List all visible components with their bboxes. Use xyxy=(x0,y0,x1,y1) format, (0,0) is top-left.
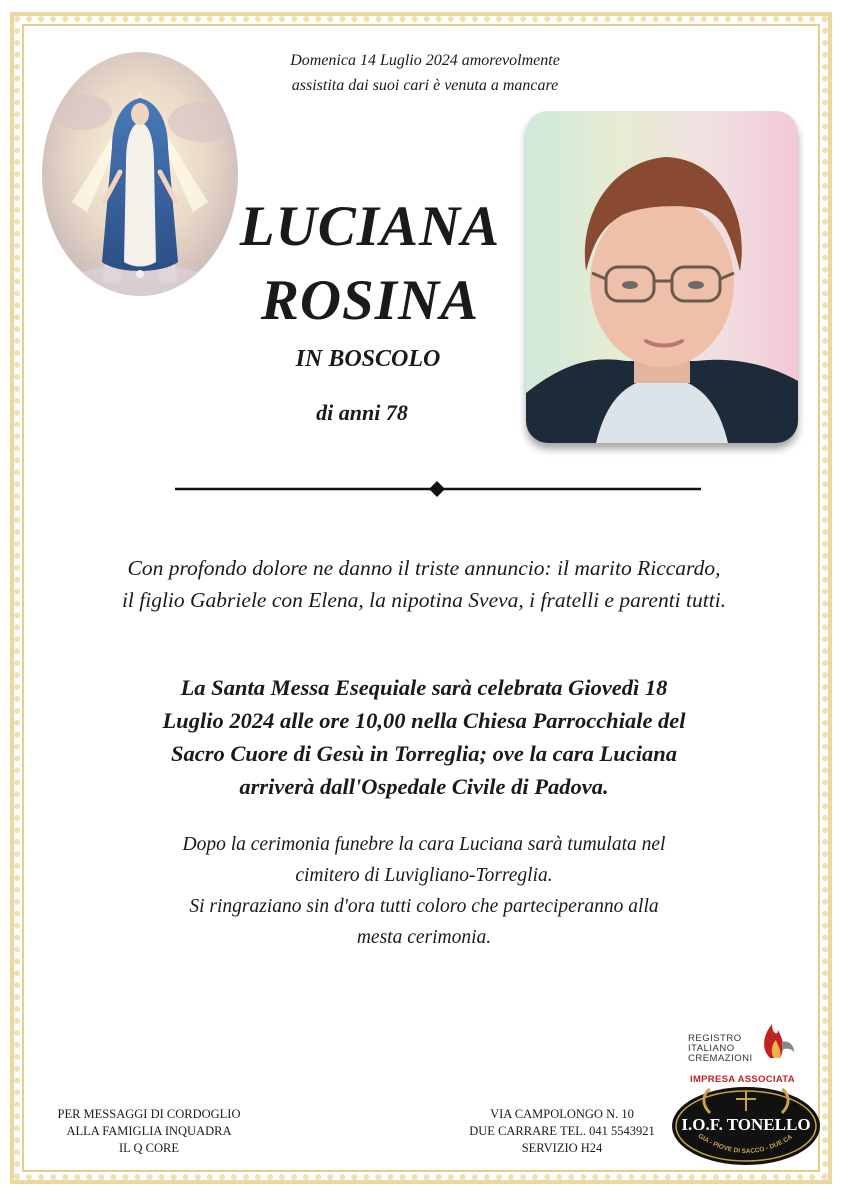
intro-line-2: assistita dai suoi cari è venuta a mancare xyxy=(291,77,559,94)
deceased-portrait-photo xyxy=(526,111,798,443)
mass-line-2: Luglio 2024 alle ore 10,00 nella Chiesa Parrocchiale del xyxy=(162,708,686,733)
mass-line-4: arriverà dall'Ospedale Civile di Padova. xyxy=(239,774,609,799)
announcement-line-2: il figlio Gabriele con Elena, la nipotina Sveva, i fratelli e parenti tutti. xyxy=(121,588,727,612)
burial-line-1: Dopo la cerimonia funebre la cara Luciana sarà tumulata nel xyxy=(182,834,666,855)
married-name: IN BOSCOLO xyxy=(295,346,441,372)
address-line-3: SERVIZIO H24 xyxy=(521,1141,603,1155)
ornamental-divider xyxy=(175,481,701,497)
deceased-full-name xyxy=(230,190,510,338)
condolence-line-2: ALLA FAMIGLIA INQUADRA xyxy=(66,1124,232,1138)
death-notice-intro xyxy=(190,48,660,98)
condolence-line-1: PER MESSAGGI DI CORDOGLIO xyxy=(57,1107,241,1121)
funeral-home-name: I.O.F. TONELLO xyxy=(681,1115,811,1134)
age-label: di anni 78 xyxy=(316,400,408,425)
burial-line-4: mesta cerimonia. xyxy=(356,927,492,948)
madonna-image xyxy=(42,52,238,296)
address-line-2: DUE CARRARE TEL. 041 5543921 xyxy=(469,1124,655,1138)
registry-associated-label: IMPRESA ASSOCIATA xyxy=(690,1074,795,1085)
condolence-line-3: IL Q CORE xyxy=(119,1141,179,1155)
intro-line-1: Domenica 14 Luglio 2024 amorevolmente xyxy=(290,52,560,69)
burial-line-2: cimitero di Luvigliano-Torreglia. xyxy=(295,865,553,886)
mass-line-1: La Santa Messa Esequiale sarà celebrata Giovedì 18 xyxy=(180,675,668,700)
registry-line-2: ITALIANO xyxy=(688,1043,735,1054)
iof-tonello-logo xyxy=(670,1085,822,1167)
burial-and-thanks xyxy=(120,829,728,953)
funeral-home-address xyxy=(446,1106,678,1157)
registro-cremazioni-logo xyxy=(688,1010,800,1085)
last-name: ROSINA xyxy=(260,269,480,332)
flame-icon xyxy=(756,1012,796,1062)
burial-line-3: Si ringraziano sin d'ora tutti coloro che parteciperanno alla xyxy=(189,896,659,917)
mass-line-3: Sacro Cuore di Gesù in Torreglia; ove la cara Luciana xyxy=(170,741,678,766)
funeral-mass-details xyxy=(110,671,738,803)
family-announcement xyxy=(60,552,788,616)
registry-line-3: CREMAZIONI xyxy=(688,1053,753,1064)
registry-line-1: REGISTRO xyxy=(688,1033,742,1044)
funeral-home-locations: GIA - PIOVE DI SACCO - DUE CA xyxy=(696,1132,794,1156)
address-line-1: VIA CAMPOLONGO N. 10 xyxy=(490,1107,634,1121)
announcement-line-1: Con profondo dolore ne danno il triste annuncio: il marito Riccardo, xyxy=(127,556,721,580)
first-name: LUCIANA xyxy=(239,195,501,258)
condolence-contact xyxy=(38,1106,260,1157)
